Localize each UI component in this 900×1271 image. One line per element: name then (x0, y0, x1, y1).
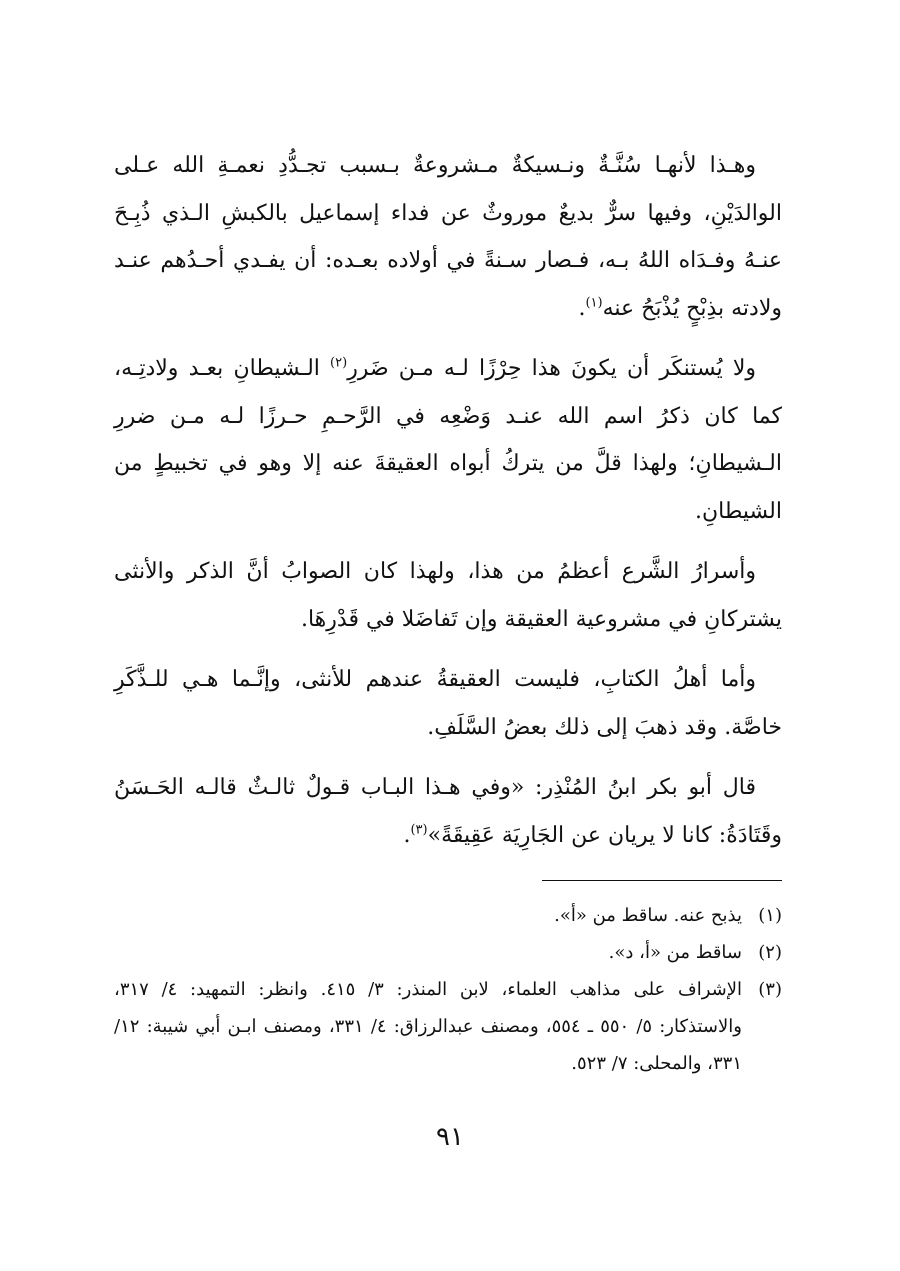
footnote-text: ساقط من «أ، د». (608, 942, 742, 963)
footnote-2 (114, 934, 782, 971)
main-text (114, 142, 782, 859)
paragraph-3 (114, 548, 782, 643)
footnote-1 (114, 897, 782, 934)
paragraph-2 (114, 345, 782, 535)
footnotes (114, 897, 782, 1082)
footnote-number: (٢) (758, 942, 782, 963)
paragraph-1 (114, 142, 782, 332)
footnote-3 (114, 971, 782, 1082)
footnote-separator (542, 880, 782, 881)
paragraph-tail: . (403, 822, 411, 848)
paragraph-text: وهـذا لأنهـا سُنَّـةٌ ونـسيكةٌ مـشروعةٌ بـسبب تجـدُّدِ نعمـةِ الله عـلى الوالدَيْنِ، وفيها سرٌّ بديعٌ موروثٌ عن فداء إسماعيل بالكبشِ الـذي ذُبِـحَ عنـهُ وفـدَاه اللهُ بـه، فـصار سـنةً في أولاده بعـده: أن يفـدي أحـدُهم عنـد ولادته بذِبْحٍ يُذْبَحُ عنه (114, 153, 782, 321)
paragraph-tail: الـشيطانِ بعـد ولادتِـه، كما كان ذكرُ اسم الله عنـد وَضْعِه في الرَّحـمِ حـرزًا لـه مـن ضررِ الـشيطانِ؛ ولهذا قلَّ من يتركُ أبواه العقيقةَ عنه إلا وهو في تخبيطٍ من الشيطانِ. (114, 356, 782, 524)
footnote-ref-2: (٢) (330, 355, 348, 371)
page-number: ٩١ (436, 1122, 464, 1152)
paragraph-tail: . (578, 295, 586, 321)
footnote-text: الإشراف على مذاهب العلماء، لابن المنذر: ٣/ ٤١٥. وانظر: التمهيد: ٤/ ٣١٧، والاستذكار: ٥/ ٥٥٠ ـ ٥٥٤، ومصنف عبدالرزاق: ٤/ ٣٣١، ومصنف ابـن أبي شيبة: ١٢/ ٣٣١، والمحلى: ٧/ ٥٢٣. (114, 979, 742, 1074)
paragraph-text: قال أبو بكر ابنُ المُنْذِر: «وفي هـذا البـاب قـولٌ ثالـثٌ قالـه الحَـسَنُ وقَتَادَةُ: كانا لا يريان عن الجَارِيَة عَقِيقَةً» (114, 775, 782, 848)
footnote-ref-3: (٣) (410, 822, 428, 838)
paragraph-text: وأسرارُ الشَّرع أعظمُ من هذا، ولهذا كان الصوابُ أنَّ الذكر والأنثى يشتركانِ في مشروعية العقيقة وإن تَفاضَلا في قَدْرِهَا. (114, 559, 782, 632)
footnote-number: (١) (758, 905, 782, 926)
footnote-number: (٣) (758, 979, 782, 1000)
paragraph-text: وأما أهلُ الكتابِ، فليست العقيقةُ عندهم للأنثى، وإنَّـما هـي للـذَّكَرِ خاصَّة. وقد ذهبَ إلى ذلك بعضُ السَّلَفِ. (114, 667, 782, 740)
paragraph-5 (114, 764, 782, 859)
footnote-text: يذبح عنه. ساقط من «أ». (554, 905, 742, 926)
paragraph-text: ولا يُستنكَر أن يكونَ هذا حِرْزًا لـه مـن ضَررِ (347, 356, 757, 381)
footnote-ref-1: (١) (585, 295, 603, 311)
paragraph-4 (114, 656, 782, 751)
